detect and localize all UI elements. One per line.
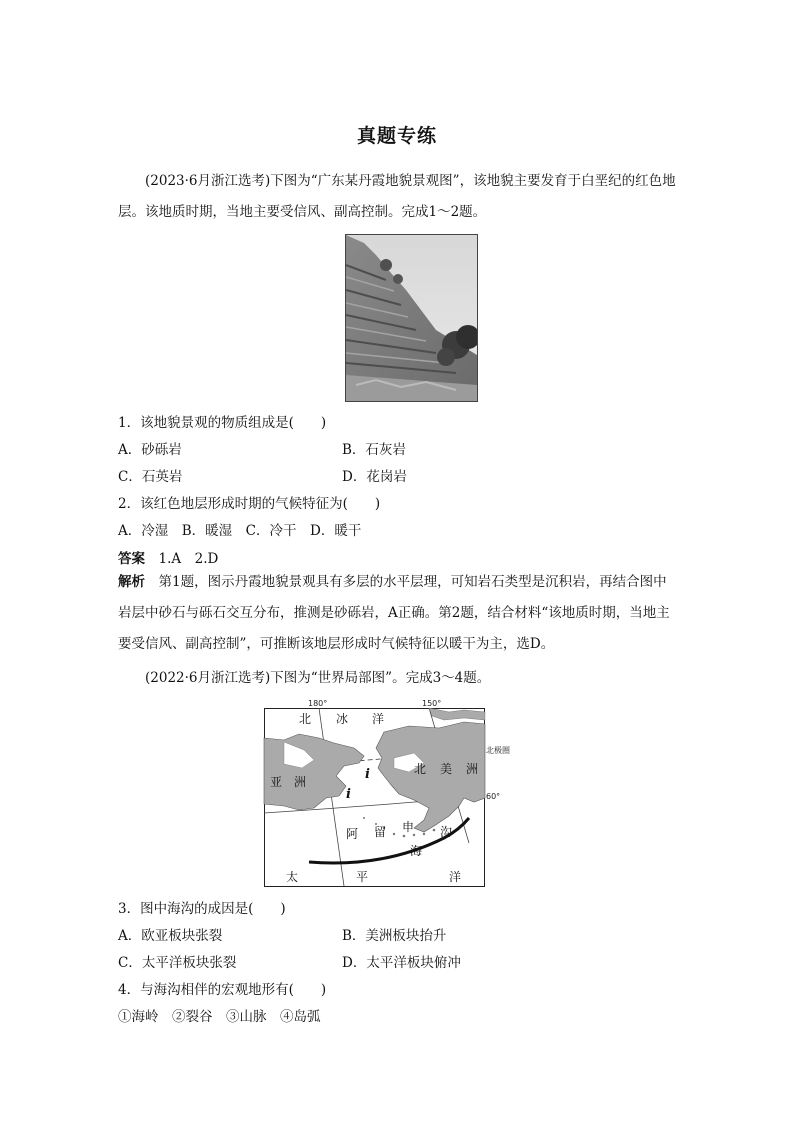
svg-text:阿: 阿 [346,827,359,841]
question-1-option-a: A．砂砾岩 [118,442,182,458]
svg-text:冰: 冰 [336,712,349,726]
label-arctic-circle: 北极圈 [486,746,510,755]
question-3-option-a: A．欧亚板块张裂 [118,928,223,944]
question-1-option-b: B．石灰岩 [342,442,406,458]
answer-label: 答案 [118,551,145,567]
svg-text:申: 申 [402,820,415,834]
svg-text:海: 海 [410,844,423,858]
map-marker-2: i [346,787,351,802]
analysis-text: 第1题，图示丹霞地貌景观具有多层的水平层理，可知岩石类型是沉积岩，再结合图中岩层中砂石与砾石交互分布，推测是砂砾岩，A正确。第2题，结合材料“该地质时期，当地主要受信风、副高控制”，可推断该地层形成时气候特征以暖干为主，选D。 [118,574,670,652]
question-4-options: ①海岭 ②裂谷 ③山脉 ④岛弧 [118,1009,321,1025]
analysis-paragraph [118,567,678,660]
north-america-label [414,762,478,776]
label-180: 180° [308,699,328,708]
question-3-option-b: B．美洲板块抬升 [342,928,447,944]
svg-text:沟: 沟 [440,825,453,839]
question-3-option-d: D．太平洋板块俯冲 [342,955,461,971]
question-1-stem: 1．该地貌景观的物质组成是( ) [118,415,327,431]
question-3-option-c: C．太平洋板块张裂 [118,955,237,971]
svg-text:洋: 洋 [372,712,385,726]
svg-text:北: 北 [299,712,312,726]
page-title: 真题专练 [356,125,437,147]
svg-text:洲: 洲 [294,775,307,789]
svg-text:留: 留 [374,825,387,839]
question-3-stem: 3．图中海沟的成因是( ) [118,901,286,917]
intro-paragraph-2: (2022·6月浙江选考)下图为“世界局部图”。完成3～4题。 [145,670,491,686]
question-1-option-c: C．石英岩 [118,469,183,485]
svg-text:平: 平 [356,870,369,884]
question-2-options: A．冷湿 B．暖湿 C．冷干 D．暖干 [118,523,362,539]
danxia-photo-drawing [346,235,477,401]
svg-text:洲: 洲 [466,762,479,776]
world-partial-map [264,698,514,888]
intro-paragraph-1: (2023·6月浙江选考)下图为“广东某丹霞地貌景观图”，该地貌主要发育于白垩纪的红色地层。该地质时期，当地主要受信风、副高控制。完成1～2题。 [118,173,676,220]
label-150: 150° [422,699,442,708]
danxia-landform-photo [345,234,478,402]
answer-text: 1.A 2.D [145,551,219,567]
question-2-stem: 2．该红色地层形成时期的气候特征为( ) [118,496,381,512]
analysis-label: 解析 [118,574,145,590]
map-marker-1: i [365,767,370,782]
question-1-option-d: D．花岗岩 [342,469,407,485]
svg-text:美: 美 [440,762,453,776]
question-4-stem: 4．与海沟相伴的宏观地形有( ) [118,982,327,998]
answer-line [118,547,218,567]
label-60: 60° [486,792,501,801]
svg-text:亚: 亚 [270,775,283,789]
svg-text:太: 太 [286,870,299,884]
svg-text:北: 北 [414,762,427,776]
map-drawing [264,698,514,888]
svg-text:洋: 洋 [449,870,462,884]
